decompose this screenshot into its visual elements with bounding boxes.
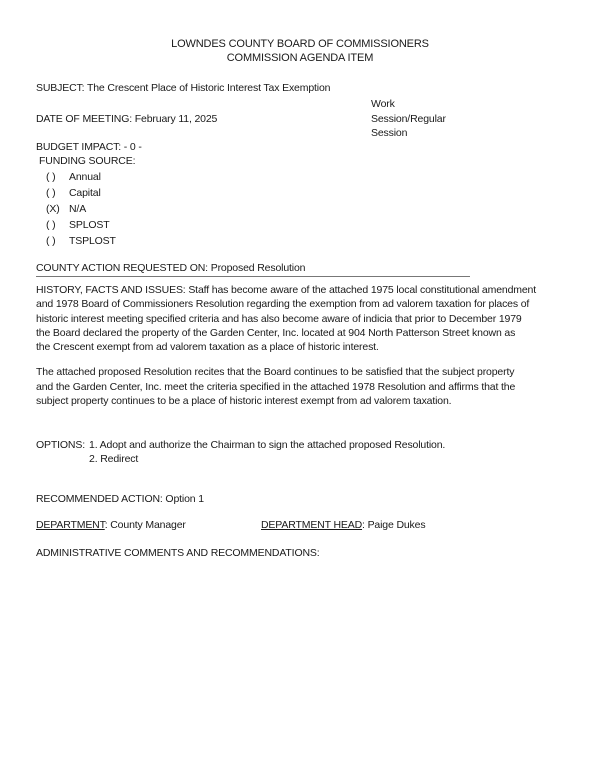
funding-label-tsplost: TSPLOST: [69, 235, 116, 247]
session-line-1: Work: [371, 98, 395, 110]
history-line: and 1978 Board of Commissioners Resolution regarding the exemption from ad valorem taxation for places of: [36, 298, 530, 310]
department-head: [261, 518, 425, 532]
funding-mark-annual: ( ): [46, 171, 56, 183]
department-head-label: DEPARTMENT HEAD: [261, 519, 363, 531]
funding-mark-na: (X): [46, 203, 60, 215]
funding-mark-tsplost: ( ): [46, 235, 56, 247]
divider: [36, 276, 470, 277]
funding-mark-splost: ( ): [46, 219, 56, 231]
resolution-line: subject property continues to be a place of historic interest exempt from ad valorem taxation.: [36, 395, 452, 407]
department-head-value: : Paige Dukes: [362, 519, 426, 531]
resolution-line: and the Garden Center, Inc. meet the criteria specified in the attached 1978 Resolution and affirms that the: [36, 381, 516, 393]
option-1: 1. Adopt and authorize the Chairman to sign the attached proposed Resolution.: [89, 439, 446, 451]
history-line: historic interest meeting specified criteria and has also become aware of indicia that prior to December 1979: [36, 313, 522, 325]
option-2: 2. Redirect: [89, 453, 139, 465]
funding-source-label: FUNDING SOURCE:: [39, 155, 136, 167]
resolution-line: The attached proposed Resolution recites that the Board continues to be satisfied that the subject property: [36, 366, 515, 378]
department: [36, 518, 186, 532]
subject: SUBJECT: The Crescent Place of Historic Interest Tax Exemption: [36, 82, 331, 94]
funding-label-na: N/A: [69, 203, 87, 215]
header-subtitle: COMMISSION AGENDA ITEM: [226, 52, 374, 64]
history-line: HISTORY, FACTS AND ISSUES: Staff has become aware of the attached 1975 local constitutional amendment: [36, 284, 537, 296]
funding-label-splost: SPLOST: [69, 219, 110, 231]
session-line-3: Session: [371, 127, 408, 139]
funding-label-annual: Annual: [69, 171, 101, 183]
history-line: the Board declared the property of the Garden Center, Inc. located at 904 North Patterson Street known as: [36, 327, 516, 339]
header-title: LOWNDES COUNTY BOARD OF COMMISSIONERS: [171, 38, 429, 50]
county-action: COUNTY ACTION REQUESTED ON: Proposed Resolution: [36, 262, 306, 274]
date-of-meeting: DATE OF MEETING: February 11, 2025: [36, 113, 218, 125]
budget-impact: BUDGET IMPACT: - 0 -: [36, 141, 142, 153]
department-label: DEPARTMENT: [36, 519, 105, 531]
session-line-2: Session/Regular: [371, 113, 446, 125]
department-value: : County Manager: [104, 519, 186, 531]
funding-label-capital: Capital: [69, 187, 101, 199]
options-label: OPTIONS:: [36, 439, 85, 451]
funding-mark-capital: ( ): [46, 187, 56, 199]
history-line: the Crescent exempt from ad valorem taxation as a place of historic interest.: [36, 341, 379, 353]
recommended-action: RECOMMENDED ACTION: Option 1: [36, 493, 204, 505]
admin-comments: ADMINISTRATIVE COMMENTS AND RECOMMENDATIONS:: [36, 547, 320, 559]
